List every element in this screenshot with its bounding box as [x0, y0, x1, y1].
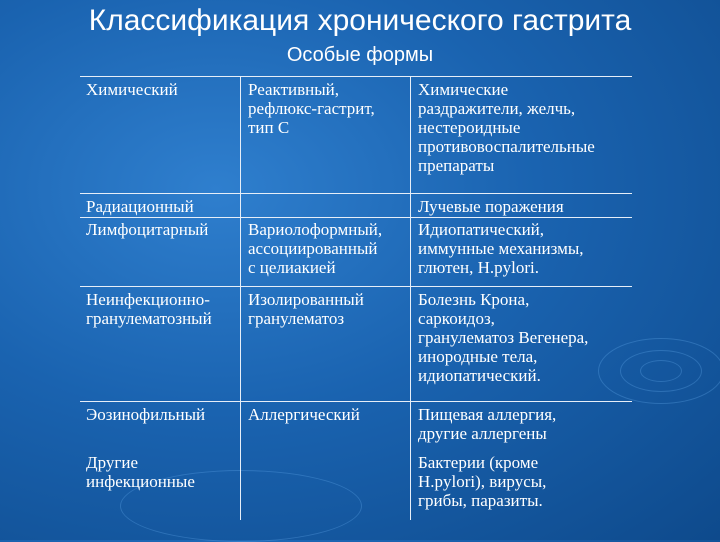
table-cell-form: Лимфоцитарный [86, 220, 209, 239]
table-cell-causes: Идиопатический, иммунные механизмы, глютен, H.pylori. [418, 220, 584, 277]
table-rule [80, 401, 632, 402]
table-cell-form: Химический [86, 80, 178, 99]
ripple-decoration [598, 338, 720, 404]
table-cell-causes: Химические раздражители, желчь, нестероидные противовоспалительные препараты [418, 80, 595, 175]
table-cell-form: Неинфекционно- гранулематозный [86, 290, 212, 328]
table-cell-form: Другие инфекционные [86, 453, 195, 491]
table-cell-causes: Болезнь Крона, саркоидоз, гранулематоз Вегенера, инородные тела, идиопатический. [418, 290, 589, 385]
table-rule [410, 217, 411, 520]
table-rule [80, 217, 632, 218]
table-cell-causes: Пищевая аллергия, другие аллергены [418, 405, 557, 443]
table-cell-form: Эозинофильный [86, 405, 206, 424]
table-cell-synonym: Аллергический [248, 405, 360, 424]
table-rule [80, 286, 632, 287]
slide-title: Классификация хронического гастрита [88, 4, 632, 37]
table-rule [410, 76, 411, 217]
table-cell-synonym: Изолированный гранулематоз [248, 290, 364, 328]
table-cell-causes: Лучевые поражения [418, 197, 564, 216]
table-cell-form: Радиационный [86, 197, 194, 216]
slide-subtitle: Особые формы [286, 44, 434, 66]
table-cell-causes: Бактерии (кроме H.pylori), вирусы, грибы, паразиты. [418, 453, 547, 510]
table-rule [80, 76, 632, 77]
table-rule [240, 76, 241, 520]
table-rule [80, 193, 632, 194]
table-cell-synonym: Вариолоформный, ассоциированный с целиакией [248, 220, 383, 277]
table-cell-synonym: Реактивный, рефлюкс-гастрит, тип С [248, 80, 375, 137]
